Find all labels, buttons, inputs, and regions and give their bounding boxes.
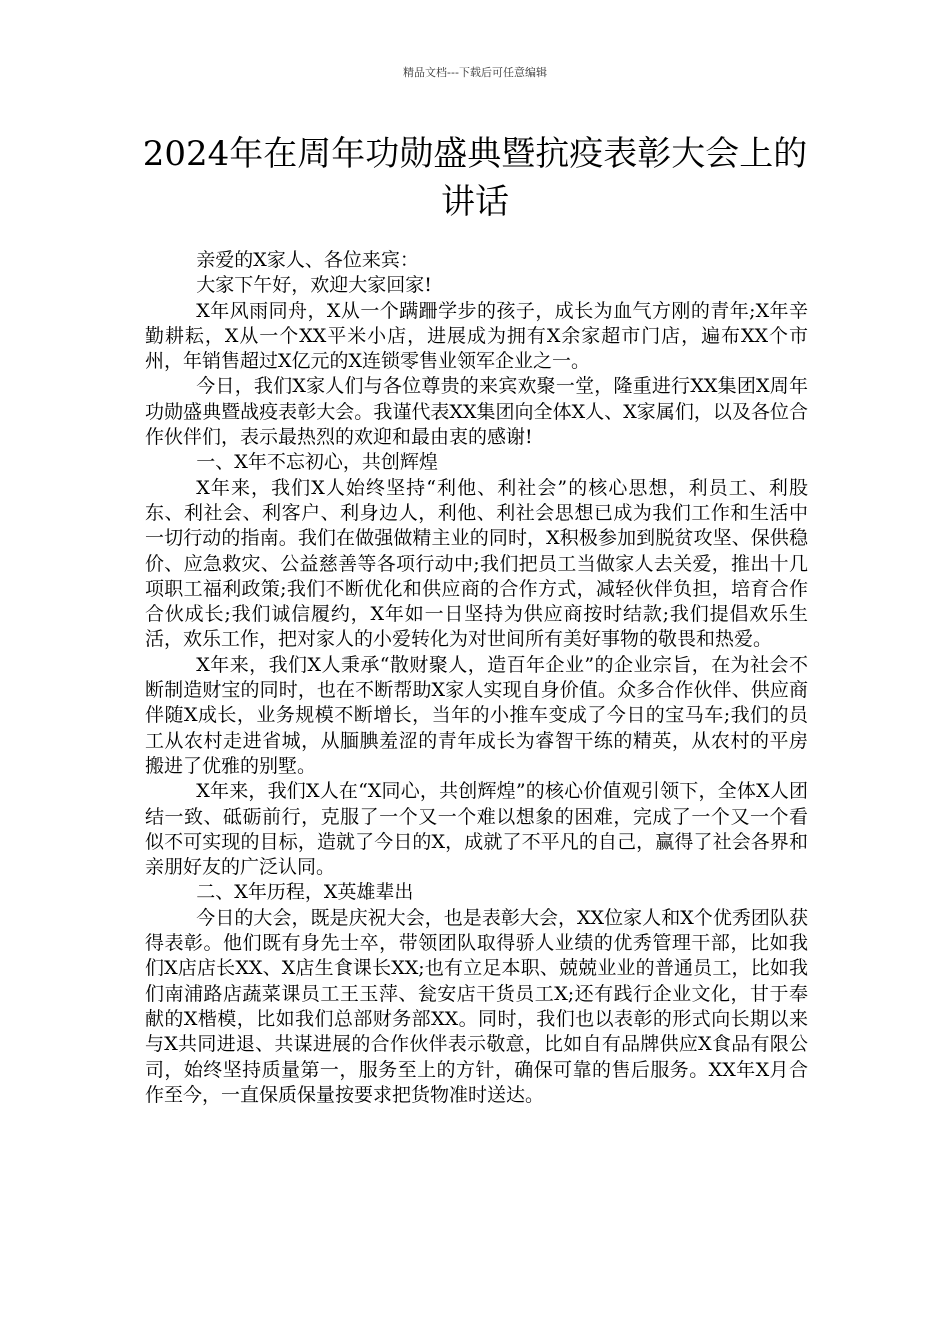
- paragraph: X年来，我们X人秉承“散财聚人，造百年企业”的企业宗旨，在为社会不断制造财宝的同时，也在不断帮助X家人实现自身价值。众多合作伙伴、供应商伴随X成长，业务规模不断增长，当年的小推车变成了今日的宝马车;我们的员工从农村走进省城，从腼腆羞涩的青年成长为睿智干练的精英，从农村的平房搬进了优雅的别墅。: [145, 653, 808, 777]
- paragraph: X年来，我们X人始终坚持“利他、利社会”的核心思想，利员工、利股东、利社会、利客户、利身边人，利他、利社会思想已成为我们工作和生活中一切行动的指南。我们在做强做精主业的同时，X积极参加到脱贫攻坚、保供稳价、应急救灾、公益慈善等各项行动中;我们把员工当做家人去关爱，推出十几项职工福利政策;我们不断优化和供应商的合作方式，减轻伙伴负担，培育合作合伙成长;我们诚信履约，X年如一日坚持为供应商按时结款;我们提倡欢乐生活，欢乐工作，把对家人的小爱转化为对世间所有美好事物的敬畏和热爱。: [145, 476, 808, 651]
- paragraph-welcome: 大家下午好，欢迎大家回家!: [196, 274, 432, 297]
- paragraph: 今日，我们X家人们与各位尊贵的来宾欢聚一堂，隆重进行XX集团X周年功勋盛典暨战疫表彰大会。我谨代表XX集团向全体X人、X家属们，以及各位合作伙伴们，表示最热烈的欢迎和最由衷的感谢!: [145, 375, 808, 449]
- page-header: 精品文档---下载后可任意编辑: [403, 66, 547, 79]
- paragraph: X年来，我们X人在“X同心，共创辉煌”的核心价值观引领下，全体X人团结一致、砥砺前行，克服了一个又一个难以想象的困难，完成了一个又一个看似不可实现的目标，造就了今日的X，成就了不平凡的自己，赢得了社会各界和亲朋好友的广泛认同。: [145, 780, 808, 879]
- paragraph-greeting: 亲爱的X家人、各位来宾：: [196, 249, 419, 271]
- section-heading: 二、X年历程，X英雄辈出: [196, 881, 414, 904]
- paragraph: X年风雨同舟，X从一个蹒跚学步的孩子，成长为血气方刚的青年;X年辛勤耕耘，X从一个XX平米小店，进展成为拥有X余家超市门店，遍布XX个市州，年销售超过X亿元的X连锁零售业领军企业之一。: [145, 299, 808, 373]
- document-body: [145, 248, 808, 1108]
- section-heading: 一、X年不忘初心，共创辉煌: [196, 451, 438, 474]
- paragraph: 今日的大会，既是庆祝大会，也是表彰大会，XX位家人和X个优秀团队获得表彰。他们既有身先士卒，带领团队取得骄人业绩的优秀管理干部，比如我们X店店长XX、X店生食课长XX;也有立足本职、兢兢业业的普通员工，比如我们南浦路店蔬菜课员工王玉萍、瓮安店干货员工X;还有践行企业文化，甘于奉献的X楷模，比如我们总部财务部XX。同时，我们也以表彰的形式向长期以来与X共同进退、共谋进展的合作伙伴表示敬意，比如自有品牌供应X食品有限公司，始终坚持质量第一，服务至上的方针，确保可靠的售后服务。XX年X月合作至今，一直保质保量按要求把货物准时送达。: [145, 906, 808, 1106]
- document-title: 2024年在周年功勋盛典暨抗疫表彰大会上的讲话: [142, 134, 808, 222]
